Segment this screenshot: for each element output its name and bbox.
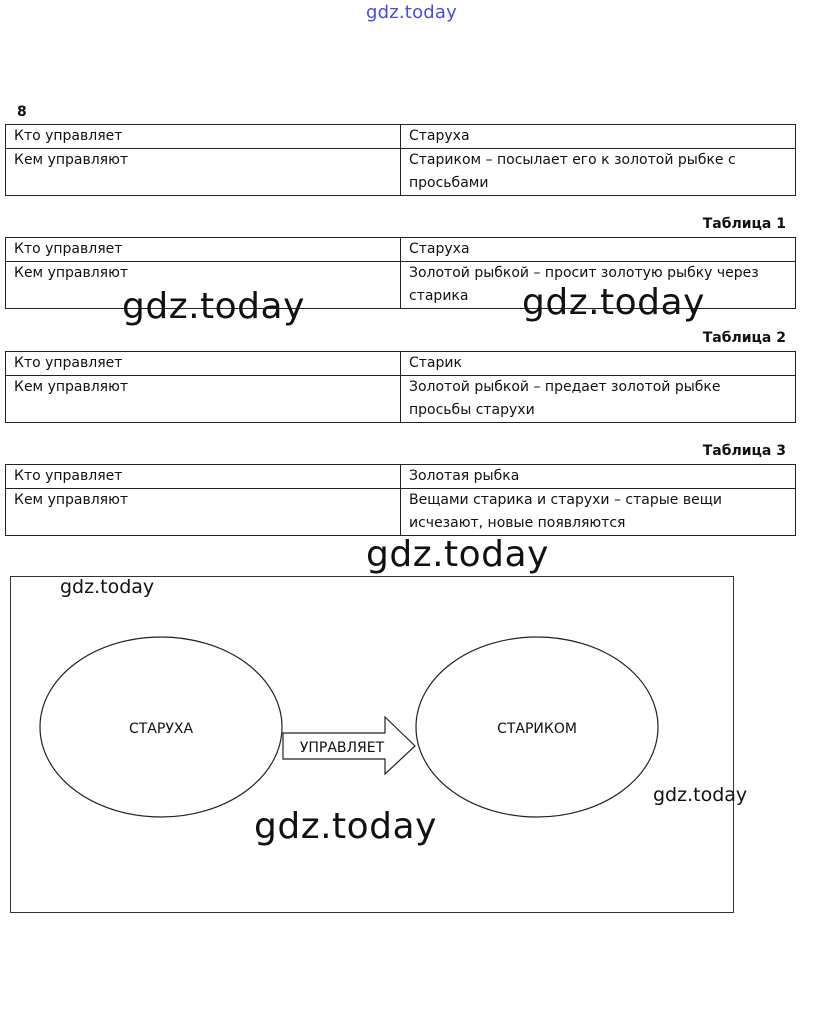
table-row xyxy=(6,489,796,536)
table-cell-label: Кто управляет xyxy=(6,125,401,149)
arrow-label: УПРАВЛЯЕТ xyxy=(299,740,385,756)
role-table-2 xyxy=(5,351,796,423)
table-cell-label: Кем управляют xyxy=(6,262,401,309)
watermark: gdz.today xyxy=(366,534,549,575)
table-row xyxy=(6,125,796,149)
table-row xyxy=(6,149,796,196)
role-table-0 xyxy=(5,124,796,196)
table-cell-label: Кто управляет xyxy=(6,465,401,489)
relationship-diagram xyxy=(11,577,733,912)
watermark: gdz.today xyxy=(122,286,305,327)
table-cell-value: Старуха xyxy=(401,125,796,149)
section-number: 8 xyxy=(17,104,27,120)
role-table-3 xyxy=(5,464,796,536)
table-cell-label: Кто управляет xyxy=(6,352,401,376)
watermark: gdz.today xyxy=(522,282,705,323)
diagram-frame xyxy=(10,576,734,913)
table-cell-value: Стариком – посылает его к золотой рыбке с просьбами xyxy=(401,149,796,196)
table-cell-value: Старуха xyxy=(401,238,796,262)
table-cell-label: Кем управляют xyxy=(6,149,401,196)
table-cell-label: Кем управляют xyxy=(6,489,401,536)
table-cell-value: Золотая рыбка xyxy=(401,465,796,489)
table-row xyxy=(6,465,796,489)
watermark: gdz.today xyxy=(60,576,155,598)
table-caption-1: Таблица 1 xyxy=(702,216,786,232)
site-header-link[interactable]: gdz.today xyxy=(365,2,457,23)
table-row xyxy=(6,238,796,262)
right-node-label: СТАРИКОМ xyxy=(497,721,577,737)
watermark: gdz.today xyxy=(254,806,437,847)
table-cell-value: Вещами старика и старухи – старые вещи исчезают, новые появляются xyxy=(401,489,796,536)
table-caption-2: Таблица 2 xyxy=(702,330,786,346)
left-node-label: СТАРУХА xyxy=(128,721,194,737)
table-cell-value: Золотой рыбкой – предает золотой рыбке просьбы старухи xyxy=(401,376,796,423)
watermark: gdz.today xyxy=(653,784,748,806)
table-row xyxy=(6,376,796,423)
table-row xyxy=(6,352,796,376)
table-caption-3: Таблица 3 xyxy=(702,443,786,459)
table-cell-label: Кем управляют xyxy=(6,376,401,423)
table-cell-value: Старик xyxy=(401,352,796,376)
table-cell-value: Золотой рыбкой – просит золотую рыбку через старика xyxy=(401,262,796,309)
table-cell-label: Кто управляет xyxy=(6,238,401,262)
